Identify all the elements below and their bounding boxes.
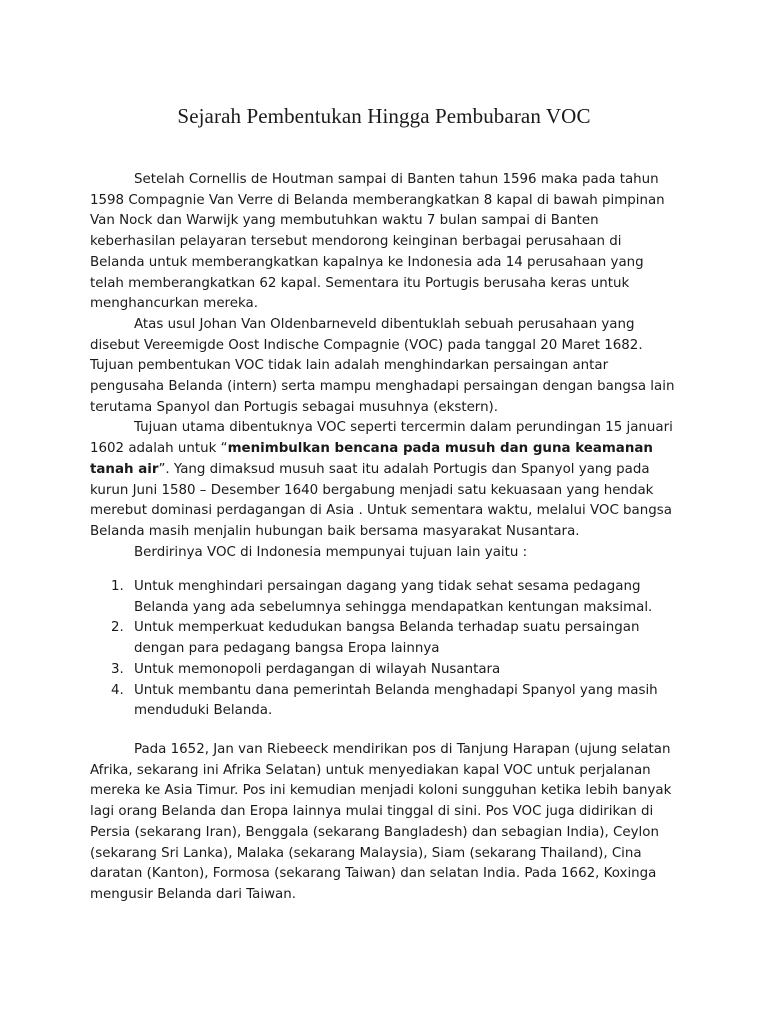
list-item-number: 2.	[111, 620, 124, 636]
list-item	[90, 618, 680, 659]
paragraph-oldenbarneveld: Atas usul Johan Van Oldenbarneveld dibentuklah sebuah perusahaan yang disebut Vereemigde Oost Indische Compagnie (VOC) pada tanggal 20 Maret 1682. Tujuan pembentukan VOC tidak lain adalah menghindarkan persaingan antar pengusaha Belanda (intern) serta mampu menghadapi persaingan dengan bangsa lain terutama Spanyol dan Portugis sebagai musuhnya (ekstern).	[90, 316, 675, 415]
list-item	[90, 577, 680, 618]
list-item-number: 4.	[111, 682, 124, 698]
list-item-text: Untuk memperkuat kedudukan bangsa Belanda terhadap suatu persaingan dengan para pedagang bangsa Eropa lainnya	[134, 620, 640, 657]
paragraph-tujuan-after: ”. Yang dimaksud musuh saat itu adalah Portugis dan Spanyol yang pada kurun Juni 1580 – Desember 1640 bergabung menjadi satu kekuasaan yang hendak merebut dominasi perdagangan di Asia . Untuk sementara waktu, melalui VOC bangsa Belanda masih menjalin hubungan baik bersama masyarakat Nusantara.	[90, 461, 672, 539]
list-item	[90, 681, 680, 722]
document-title: Sejarah Pembentukan Hingga Pembubaran VOC	[177, 104, 591, 128]
list-item-number: 1.	[111, 579, 124, 594]
paragraph-berdirinya: Berdirinya VOC di Indonesia mempunyai tujuan lain yaitu :	[134, 544, 528, 560]
list-item-text: Untuk memonopoli perdagangan di wilayah Nusantara	[134, 661, 501, 677]
paragraph-tujuan-utama	[90, 418, 680, 542]
document-body-bottom	[90, 740, 680, 906]
paragraph-houtman: Setelah Cornellis de Houtman sampai di Banten tahun 1596 maka pada tahun 1598 Compagnie Van Verre di Belanda memberangkatkan 8 kapal di bawah pimpinan Van Nock dan Warwijk yang membutuhkan waktu 7 bulan sampai di Banten keberhasilan pelayaran tersebut mendorong keinginan berbagai perusahaan di Belanda untuk memberangkatkan kapalnya ke Indonesia ada 14 perusahaan yang telah memberangkatkan 62 kapal. Sementara itu Portugis berusaha keras untuk menghancurkan mereka.	[90, 172, 665, 312]
tujuan-list	[90, 577, 680, 722]
paragraph-tujuan-bold: menimbulkan bencana pada musuh dan guna keamanan tanah air	[90, 441, 653, 477]
document-body-top	[90, 170, 680, 563]
list-item-text: Untuk menghindari persaingan dagang yang tidak sehat sesama pedagang Belanda yang ada sebelumnya sehingga mendapatkan kentungan maksimal.	[134, 579, 653, 615]
paragraph-riebeeck: Pada 1652, Jan van Riebeeck mendirikan pos di Tanjung Harapan (ujung selatan Afrika, sekarang ini Afrika Selatan) untuk menyediakan kapal VOC untuk perjalanan mereka ke Asia Timur. Pos ini kemudian menjadi koloni sungguhan ketika lebih banyak lagi orang Belanda dan Eropa lainnya mulai tinggal di sini. Pos VOC juga didirikan di Persia (sekarang Iran), Benggala (sekarang Bangladesh) dan sebagian India), Ceylon (sekarang Sri Lanka), Malaka (sekarang Malaysia), Siam (sekarang Thailand), Cina daratan (Kanton), Formosa (sekarang Taiwan) dan selatan India. Pada 1662, Koxinga mengusir Belanda dari Taiwan.	[90, 742, 672, 902]
list-item-number: 3.	[111, 661, 124, 677]
paragraph-tujuan-before: Tujuan utama dibentuknya VOC seperti tercermin dalam perundingan 15 januari 1602 adalah untuk “	[90, 420, 673, 457]
list-item	[90, 660, 680, 681]
list-item-text: Untuk membantu dana pemerintah Belanda menghadapi Spanyol yang masih menduduki Belanda.	[134, 682, 658, 719]
